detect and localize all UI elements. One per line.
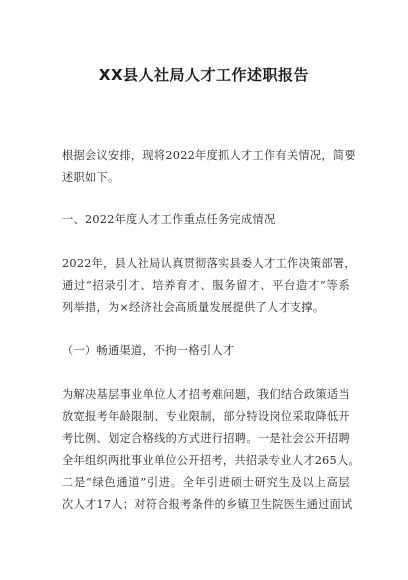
subsection-line: 次人才17人；对符合报考条件的乡镇卫生院医生通过面试 [62, 498, 353, 511]
subsection-line: 放宽报考年龄限制、专业限制，部分特设岗位采取降低开 [62, 410, 350, 423]
section-heading: 一、2022年度人才工作重点任务完成情况 [62, 213, 276, 226]
subsection-line: 考比例、划定合格线的方式进行招聘。一是社会公开招聘 [62, 432, 350, 445]
intro-line: 根据会议安排，现将2022年度抓人才工作有关情况，简要 [62, 149, 356, 162]
subsection-heading: （一）畅通渠道，不拘一格引人才 [62, 344, 235, 357]
intro-paragraph [62, 145, 356, 189]
section-line: 列举措，为×经济社会高质量发展提供了人才支撑。 [62, 301, 325, 314]
intro-line: 述职如下。 [62, 171, 120, 184]
subsection-line: 全年组织两批事业单位公开招考，共招录专业人才265人。 [62, 454, 360, 467]
document-title: XX县人社局人才工作述职报告 [98, 66, 310, 84]
section-line: 2022年，县人社局认真贯彻落实县委人才工作决策部署， [62, 257, 356, 270]
subsection-line: 二是“绿色通道”引进。全年引进硕士研究生及以上高层 [62, 476, 350, 489]
section-line: 通过“招录引才、培养育才、服务留才、平台造才”等系 [62, 279, 350, 292]
section-paragraph [62, 253, 356, 319]
subsection-line: 为解决基层事业单位人才招考难问题，我们结合政策适当 [62, 388, 350, 401]
subsection-paragraph [62, 384, 360, 516]
